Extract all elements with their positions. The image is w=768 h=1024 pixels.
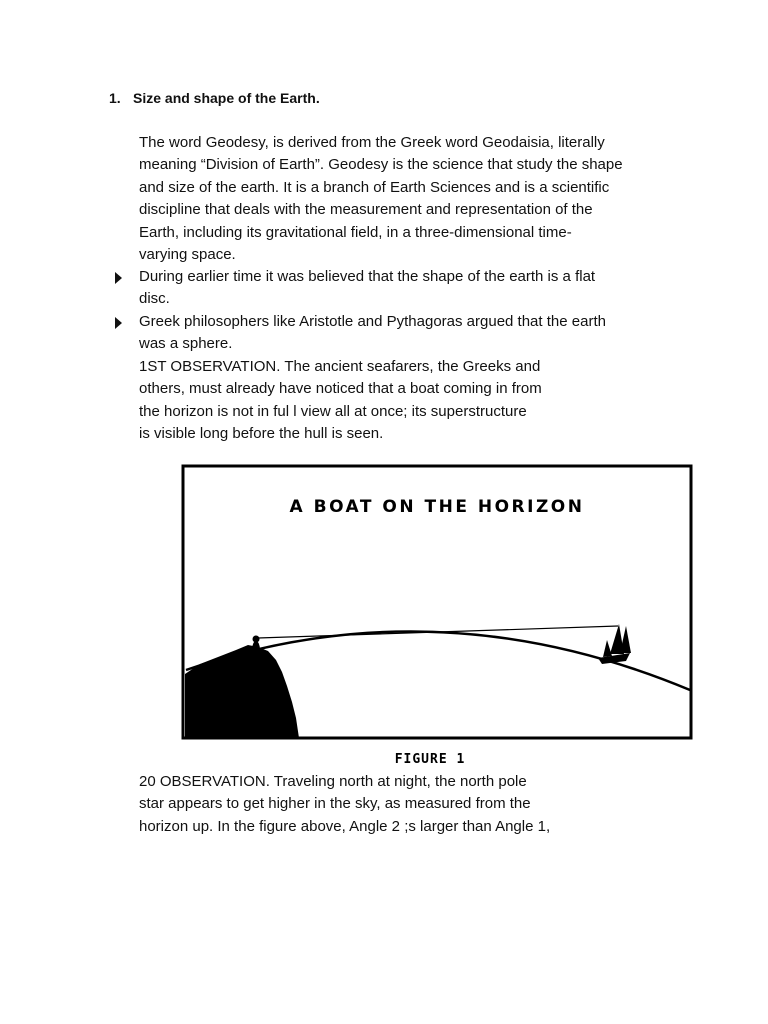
boat-horizon-illustration	[140, 450, 720, 770]
paragraph-line: Earth, including its gravitational field, in a three-dimensional time-	[139, 223, 572, 241]
sailboat	[598, 624, 631, 664]
section-heading	[109, 89, 320, 107]
bullet-item-flat-disc	[139, 266, 699, 311]
paragraph-line: was a sphere.	[139, 335, 233, 353]
observation-1-paragraph	[139, 356, 699, 446]
observer-head	[253, 636, 260, 643]
paragraph-line: discipline that deals with the measurement and representation of the	[139, 201, 593, 219]
paragraph-line: the horizon is not in ful l view all at once; its superstructure	[139, 402, 527, 420]
paragraph-line: others, must already have noticed that a boat coming in from	[139, 380, 542, 398]
paragraph-line: 20 OBSERVATION. Traveling north at night, the north pole	[139, 773, 527, 790]
figure-title: A BOAT ON THE HORIZON	[289, 497, 585, 517]
paragraph-line: horizon up. In the figure above, Angle 2 ;s larger than Angle 1,	[139, 817, 551, 835]
paragraph-line: Greek philosophers like Aristotle and Pythagoras argued that the earth	[139, 313, 606, 330]
paragraph-line: 1ST OBSERVATION. The ancient seafarers, the Greeks and	[139, 358, 541, 375]
section-number: 1.	[109, 90, 121, 106]
paragraph-line: disc.	[139, 290, 170, 308]
cliff-shape	[185, 645, 299, 738]
paragraph-line: is visible long before the hull is seen.	[139, 425, 384, 443]
line-of-sight	[258, 626, 618, 638]
triangle-bullet-icon	[113, 316, 123, 330]
figure-caption: FIGURE 1	[394, 752, 466, 767]
paragraph-line: During earlier time it was believed that the shape of the earth is a flat	[139, 268, 596, 285]
figure-boat-on-horizon	[140, 450, 720, 770]
observer-figure	[252, 641, 260, 659]
paragraph-line: star appears to get higher in the sky, as measured from the	[139, 795, 531, 813]
triangle-bullet-icon	[113, 271, 123, 285]
intro-paragraph	[139, 132, 699, 266]
paragraph-line: varying space.	[139, 246, 236, 264]
paragraph-line: meaning “Division of Earth”. Geodesy is the science that study the shape	[139, 156, 623, 174]
bullet-item-sphere	[139, 311, 699, 356]
paragraph-line: The word Geodesy, is derived from the Greek word Geodaisia, literally	[139, 134, 605, 151]
observation-2-paragraph	[139, 771, 699, 838]
section-title: Size and shape of the Earth.	[133, 90, 320, 106]
paragraph-line: and size of the earth. It is a branch of Earth Sciences and is a scientific	[139, 178, 610, 196]
